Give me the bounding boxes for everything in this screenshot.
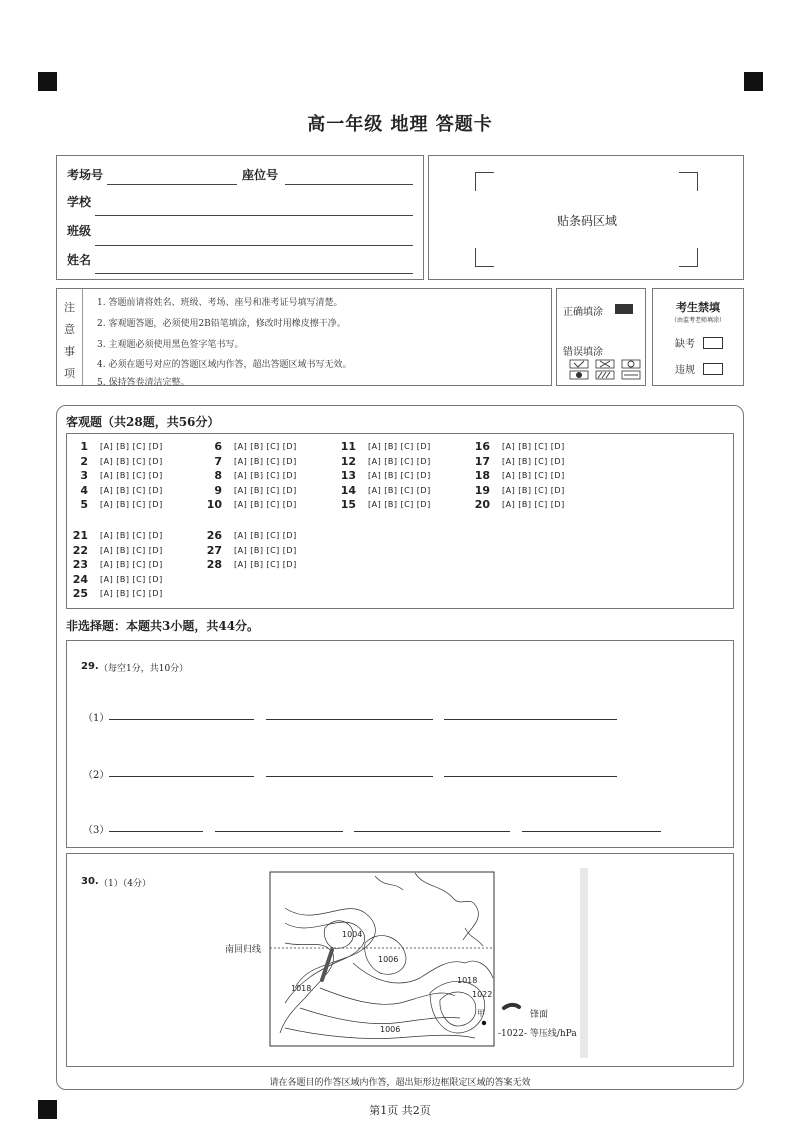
answer-bubble[interactable]: [A]: [234, 500, 248, 509]
notice-divider: [82, 289, 83, 385]
notice-char: 注: [64, 301, 75, 314]
answer-bubble[interactable]: [A]: [502, 456, 516, 466]
answer-bubble[interactable]: [C]: [132, 471, 146, 480]
answer-bubble[interactable]: [B]: [384, 456, 398, 466]
answer-bubble[interactable]: [D]: [282, 456, 297, 466]
answer-bubble[interactable]: [B]: [518, 500, 532, 509]
answer-bubble[interactable]: [C]: [132, 560, 146, 569]
answer-bubble[interactable]: [A]: [502, 442, 516, 451]
answer-bubble[interactable]: [D]: [282, 485, 297, 495]
answer-bubble[interactable]: [D]: [416, 442, 431, 451]
barcode-corner-tr: [679, 172, 698, 191]
question-number: 3: [80, 469, 88, 482]
notice-char: 意: [64, 323, 75, 336]
question-number: 8: [214, 469, 222, 482]
wrong-fill-label: 错误填涂: [563, 347, 603, 358]
answer-options: [100, 471, 166, 480]
answer-bubble[interactable]: [C]: [534, 485, 548, 495]
answer-options: [368, 500, 434, 509]
answer-options: [502, 457, 568, 466]
answer-bubble[interactable]: [C]: [400, 456, 414, 466]
q29-2-blank-3[interactable]: [444, 776, 617, 777]
absent-checkbox[interactable]: [703, 337, 723, 349]
isobar-label: 1018: [457, 976, 478, 985]
isobar-label: 1022: [472, 990, 493, 999]
answer-bubble[interactable]: [D]: [282, 531, 297, 540]
weather-map-figure: [225, 868, 595, 1058]
answer-bubble[interactable]: [B]: [250, 500, 264, 509]
answer-bubble[interactable]: [C]: [266, 531, 280, 540]
question-number: 19: [474, 483, 490, 497]
answer-options: [100, 531, 166, 540]
answer-bubble[interactable]: [B]: [116, 500, 130, 509]
name-field[interactable]: [95, 273, 413, 274]
answer-bubble[interactable]: [D]: [416, 485, 431, 495]
answer-bubble[interactable]: [C]: [132, 485, 146, 495]
answer-options: [502, 471, 568, 480]
answer-bubble[interactable]: [B]: [116, 545, 130, 555]
q30-number: 30.: [81, 876, 99, 887]
answer-bubble[interactable]: [B]: [250, 471, 264, 480]
notice-item: 5. 保持答卷清洁完整。: [97, 378, 190, 388]
answer-bubble[interactable]: [A]: [100, 560, 114, 569]
answer-bubble[interactable]: [C]: [132, 531, 146, 540]
answer-options: [100, 442, 166, 451]
answer-bubble[interactable]: [B]: [116, 560, 130, 569]
question-number: 17: [474, 454, 490, 468]
answer-bubble[interactable]: [A]: [100, 471, 114, 480]
isobar-label: 1004: [342, 930, 363, 939]
isobar-legend-label: -1022- 等压线/hPa: [498, 1029, 577, 1039]
answer-bubble[interactable]: [B]: [116, 589, 130, 598]
seat-field[interactable]: [285, 184, 413, 185]
point-jia: [482, 1021, 486, 1025]
class-label: 班级: [67, 224, 92, 238]
answer-bubble[interactable]: [C]: [266, 545, 280, 555]
answer-bubble[interactable]: [A]: [234, 456, 248, 466]
answer-options: [100, 589, 166, 598]
answer-bubble[interactable]: [A]: [100, 574, 114, 584]
answer-bubble[interactable]: [B]: [250, 560, 264, 569]
isobar-label: 1018: [291, 984, 312, 993]
answer-bubble[interactable]: [C]: [400, 485, 414, 495]
answer-bubble[interactable]: [C]: [266, 442, 280, 451]
question-number: 2: [80, 454, 88, 468]
question-number: 21: [72, 529, 88, 542]
q29-sub-label: （1）: [83, 713, 110, 724]
answer-options: [234, 457, 300, 466]
answer-bubble[interactable]: [D]: [148, 500, 163, 509]
student-info-box: [56, 155, 424, 280]
answer-bubble[interactable]: [A]: [368, 456, 382, 466]
answer-bubble[interactable]: [B]: [116, 471, 130, 480]
restricted-title: 考生禁填: [676, 301, 720, 314]
q29-2-blank-1[interactable]: [109, 776, 254, 777]
name-label: 姓名: [67, 253, 92, 267]
question-number: 13: [340, 469, 356, 482]
answer-bubble[interactable]: [A]: [368, 471, 382, 480]
exam-room-field[interactable]: [107, 184, 237, 185]
question-number: 15: [340, 498, 356, 511]
answer-bubble[interactable]: [A]: [368, 500, 382, 509]
answer-options: [502, 486, 568, 495]
answer-bubble[interactable]: [D]: [148, 456, 163, 466]
question-number: 18: [474, 469, 490, 482]
answer-bubble[interactable]: [B]: [518, 471, 532, 480]
answer-bubble[interactable]: [C]: [266, 500, 280, 509]
question-number: 25: [72, 587, 88, 600]
answer-bubble[interactable]: [D]: [550, 485, 565, 495]
question-number: 14: [340, 483, 356, 497]
q29-box: [66, 640, 734, 848]
answer-bubble[interactable]: [D]: [148, 531, 163, 540]
answer-bubble[interactable]: [D]: [550, 456, 565, 466]
question-number: 24: [72, 572, 88, 586]
answer-options: [368, 486, 434, 495]
answer-bubble[interactable]: [D]: [282, 471, 297, 480]
q29-3-blank-1[interactable]: [109, 831, 203, 832]
answer-bubble[interactable]: [A]: [100, 442, 114, 451]
question-number: 23: [72, 558, 88, 571]
tropic-label: 南回归线: [225, 945, 262, 955]
answer-bubble[interactable]: [C]: [132, 574, 146, 584]
answer-bubble[interactable]: [A]: [234, 442, 248, 451]
answer-bubble[interactable]: [D]: [416, 500, 431, 509]
answer-bubble[interactable]: [A]: [234, 531, 248, 540]
class-field[interactable]: [95, 245, 413, 246]
isobar-label: 1006: [378, 955, 399, 964]
answer-bubble[interactable]: [D]: [148, 560, 163, 569]
alignment-marker-top-right: [744, 72, 763, 91]
answer-bubble[interactable]: [C]: [132, 589, 146, 598]
objective-title: 客观题（共28题，共56分）: [66, 415, 220, 429]
notice-item: 1. 答题前请将姓名、班级、考场、座号和准考证号填写清楚。: [97, 298, 343, 308]
q30-note: （1）（4分）: [99, 879, 151, 889]
answer-bubble[interactable]: [D]: [148, 545, 163, 555]
answer-bubble[interactable]: [D]: [282, 500, 297, 509]
q29-2-blank-2[interactable]: [266, 776, 433, 777]
answer-bubble[interactable]: [B]: [116, 574, 130, 584]
restricted-subtitle: （由监考老师填涂）: [670, 317, 725, 324]
fill-example-box: [556, 288, 646, 386]
exam-room-label: 考场号: [67, 168, 104, 182]
answer-bubble[interactable]: [B]: [250, 531, 264, 540]
answer-bubble[interactable]: [A]: [502, 471, 516, 480]
question-number: 6: [214, 440, 222, 453]
answer-bubble[interactable]: [A]: [100, 589, 114, 598]
notice-item: 4. 必须在题号对应的答题区域内作答，超出答题区域书写无效。: [97, 360, 352, 370]
question-number: 11: [340, 440, 356, 453]
footer-instruction: 请在各题目的作答区域内作答，超出矩形边框限定区域的答案无效: [269, 1078, 531, 1088]
front-legend-symbol: [504, 1005, 519, 1008]
correct-fill-sample: [615, 304, 633, 314]
answer-bubble[interactable]: [B]: [518, 456, 532, 466]
answer-bubble[interactable]: [B]: [250, 442, 264, 451]
answer-bubble[interactable]: [A]: [234, 485, 248, 495]
answer-bubble[interactable]: [D]: [282, 560, 297, 569]
answer-bubble[interactable]: [C]: [534, 456, 548, 466]
question-number: 10: [206, 498, 222, 511]
question-number: 16: [474, 440, 490, 453]
barcode-area: [428, 155, 744, 280]
barcode-corner-br: [679, 248, 698, 267]
point-jia-label: 甲: [477, 1009, 485, 1018]
answer-bubble[interactable]: [D]: [148, 589, 163, 598]
answer-bubble[interactable]: [D]: [416, 456, 431, 466]
answer-bubble[interactable]: [A]: [234, 471, 248, 480]
alignment-marker-top-left: [38, 72, 57, 91]
answer-options: [100, 457, 166, 466]
answer-bubble[interactable]: [A]: [100, 485, 114, 495]
answer-options: [234, 546, 300, 555]
answer-options: [234, 531, 300, 540]
answer-bubble[interactable]: [D]: [282, 442, 297, 451]
answer-bubble[interactable]: [A]: [100, 500, 114, 509]
answer-bubble[interactable]: [C]: [534, 500, 548, 509]
correct-fill-label: 正确填涂: [563, 307, 603, 318]
answer-bubble[interactable]: [B]: [518, 485, 532, 495]
violation-checkbox[interactable]: [703, 363, 723, 375]
answer-bubble[interactable]: [C]: [132, 442, 146, 451]
notice-item: 3. 主观题必须使用黑色签字笔书写。: [97, 340, 244, 350]
answer-options: [100, 575, 166, 584]
answer-bubble[interactable]: [B]: [384, 485, 398, 495]
answer-bubble[interactable]: [C]: [266, 456, 280, 466]
notice-box: [56, 288, 552, 386]
answer-bubble[interactable]: [C]: [266, 471, 280, 480]
answer-bubble[interactable]: [C]: [534, 442, 548, 451]
question-number: 9: [214, 483, 222, 497]
answer-options: [502, 442, 568, 451]
restricted-box: [652, 288, 744, 386]
question-number: 1: [80, 440, 88, 453]
barcode-label: 贴条码区域: [556, 214, 617, 228]
page-number: 第1页 共2页: [369, 1104, 431, 1117]
answer-options: [100, 486, 166, 495]
answer-options: [100, 500, 166, 509]
subjective-title: 非选择题：本题共3小题，共44分。: [66, 619, 260, 633]
question-number: 7: [214, 454, 222, 468]
answer-bubble[interactable]: [D]: [148, 574, 163, 584]
q29-3-blank-4[interactable]: [522, 831, 661, 832]
answer-bubble[interactable]: [D]: [148, 442, 163, 451]
barcode-corner-tl: [475, 172, 494, 191]
answer-bubble[interactable]: [D]: [282, 545, 297, 555]
q29-note: （每空1分，共10分）: [99, 664, 189, 674]
barcode-corner-bl: [475, 248, 494, 267]
answer-bubble[interactable]: [A]: [100, 531, 114, 540]
answer-bubble[interactable]: [D]: [416, 471, 431, 480]
answer-options: [100, 546, 166, 555]
question-number: 4: [80, 483, 88, 497]
answer-options: [502, 500, 568, 509]
answer-options: [234, 442, 300, 451]
school-field[interactable]: [95, 215, 413, 216]
question-number: 27: [206, 543, 222, 557]
absent-label: 缺考: [675, 339, 695, 350]
wrong-fill-samples: [567, 359, 643, 381]
answer-bubble[interactable]: [B]: [384, 471, 398, 480]
q29-number: 29.: [81, 661, 99, 672]
answer-bubble[interactable]: [A]: [100, 456, 114, 466]
question-number: 28: [206, 558, 222, 571]
q29-sub-label: （2）: [83, 770, 110, 781]
answer-bubble[interactable]: [D]: [148, 471, 163, 480]
answer-bubble[interactable]: [A]: [234, 560, 248, 569]
answer-bubble[interactable]: [B]: [384, 442, 398, 451]
answer-options: [234, 500, 300, 509]
notice-item: 2. 客观题答题，必须使用2B铅笔填涂，修改时用橡皮擦干净。: [97, 319, 346, 329]
answer-options: [368, 471, 434, 480]
question-number: 22: [72, 543, 88, 557]
answer-bubble[interactable]: [B]: [116, 531, 130, 540]
answer-bubble[interactable]: [C]: [400, 471, 414, 480]
answer-bubble[interactable]: [B]: [116, 442, 130, 451]
q29-3-blank-2[interactable]: [215, 831, 343, 832]
answer-bubble[interactable]: [B]: [384, 500, 398, 509]
answer-options: [368, 442, 434, 451]
answer-bubble[interactable]: [B]: [250, 545, 264, 555]
question-number: 20: [474, 498, 490, 511]
answer-options: [234, 486, 300, 495]
answer-bubble[interactable]: [D]: [550, 471, 565, 480]
page-title: 高一年级 地理 答题卡: [307, 114, 493, 135]
answer-options: [234, 471, 300, 480]
q29-1-blank-1[interactable]: [109, 719, 254, 720]
answer-bubble[interactable]: [B]: [116, 456, 130, 466]
answer-bubble[interactable]: [C]: [400, 442, 414, 451]
front-legend-label: 锋面: [530, 1010, 549, 1020]
answer-bubble[interactable]: [B]: [518, 442, 532, 451]
answer-options: [234, 560, 300, 569]
notice-char: 事: [64, 345, 75, 358]
answer-bubble[interactable]: [A]: [368, 485, 382, 495]
q29-1-blank-2[interactable]: [266, 719, 433, 720]
answer-bubble[interactable]: [C]: [132, 545, 146, 555]
answer-bubble[interactable]: [A]: [502, 500, 516, 509]
answer-bubble[interactable]: [C]: [266, 485, 280, 495]
answer-bubble[interactable]: [A]: [502, 485, 516, 495]
q29-1-blank-3[interactable]: [444, 719, 617, 720]
answer-bubble[interactable]: [C]: [132, 500, 146, 509]
answer-bubble[interactable]: [A]: [100, 545, 114, 555]
question-number: 12: [340, 454, 356, 468]
answer-bubble[interactable]: [D]: [550, 500, 565, 509]
answer-options: [100, 560, 166, 569]
answer-bubble[interactable]: [A]: [234, 545, 248, 555]
answer-bubble[interactable]: [B]: [250, 456, 264, 466]
violation-label: 违规: [675, 365, 695, 376]
question-number: 26: [206, 529, 222, 542]
answer-bubble[interactable]: [D]: [550, 442, 565, 451]
school-label: 学校: [67, 195, 92, 209]
isobar-label: 1006: [380, 1025, 401, 1034]
seat-label: 座位号: [242, 168, 279, 182]
answer-bubble[interactable]: [C]: [266, 560, 280, 569]
answer-bubble[interactable]: [C]: [534, 471, 548, 480]
answer-bubble[interactable]: [B]: [250, 485, 264, 495]
answer-bubble[interactable]: [A]: [368, 442, 382, 451]
answer-bubble[interactable]: [D]: [148, 485, 163, 495]
answer-options: [368, 457, 434, 466]
answer-bubble[interactable]: [C]: [132, 456, 146, 466]
q29-sub-label: （3）: [83, 825, 110, 836]
answer-bubble[interactable]: [B]: [116, 485, 130, 495]
notice-char: 项: [64, 367, 75, 380]
answer-bubble[interactable]: [C]: [400, 500, 414, 509]
question-number: 5: [80, 498, 88, 511]
q29-3-blank-3[interactable]: [354, 831, 510, 832]
